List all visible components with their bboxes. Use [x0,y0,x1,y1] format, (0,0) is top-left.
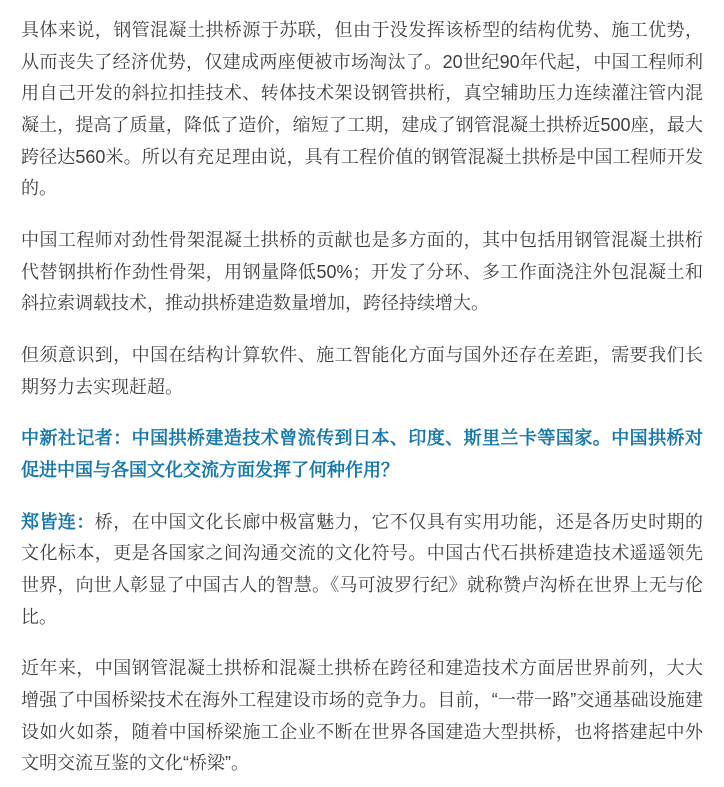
speaker-name: 郑皆连： [21,511,95,532]
answer-paragraph [21,507,703,634]
paragraph-steel-tube-arch-origin: 具体来说，钢管混凝土拱桥源于苏联，但由于没发挥该桥型的结构优势、施工优势，从而丧失了经济优势，仅建成两座便被市场淘汰了。20世纪90年代起，中国工程师利用自己开发的斜拉扣挂技术、转体技术架设钢管拱桁，真空辅助压力连续灌注管内混凝土，提高了质量，降低了造价，缩短了工期，建成了钢管混凝土拱桥近500座，最大跨径达560米。所以有充足理由说，具有工程价值的钢管混凝土拱桥是中国工程师开发的。 [21,20,703,199]
paragraph-belt-and-road-bridges: 近年来，中国钢管混凝土拱桥和混凝土拱桥在跨径和建造技术方面居世界前列，大大增强了中国桥梁技术在海外工程建设市场的竞争力。目前，“一带一路”交通基础设施建设如火如荼，随着中国桥梁施工企业不断在世界各国建造大型拱桥，也将搭建起中外文明交流互鉴的文化“桥梁”。 [21,658,703,774]
paragraph-stiff-skeleton-contribution: 中国工程师对劲性骨架混凝土拱桥的贡献也是多方面的，其中包括用钢管混凝土拱桁代替钢拱桁作劲性骨架，用钢量降低50%；开发了分环、多工作面浇注外包混凝土和斜拉索调载技术，推动拱桥建造数量增加，跨径持续增大。 [21,230,703,314]
answer-text: 桥，在中国文化长廊中极富魅力，它不仅具有实用功能，还是各历史时期的文化标本，更是各国家之间沟通交流的文化符号。中国古代石拱桥建造技术遥遥领先世界，向世人彰显了中国古人的智慧。《马可波罗行纪》就称赞卢沟桥在世界上无与伦比。 [21,511,703,627]
interviewer-question: 中新社记者：中国拱桥建造技术曾流传到日本、印度、斯里兰卡等国家。中国拱桥对促进中国与各国文化交流方面发挥了何种作用？ [21,428,703,481]
paragraph-gap-awareness: 但须意识到，中国在结构计算软件、施工智能化方面与国外还存在差距，需要我们长期努力去实现赶超。 [21,345,703,397]
